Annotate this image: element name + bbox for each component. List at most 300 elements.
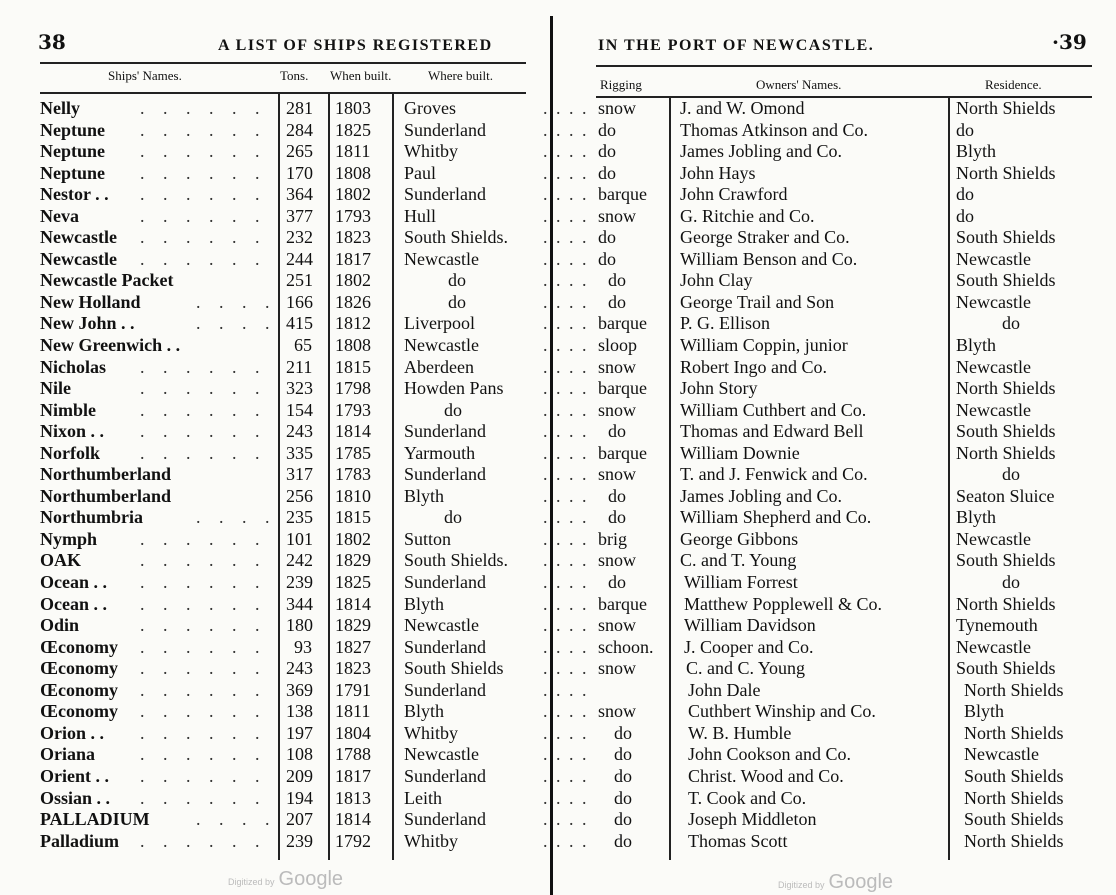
- where-built: Newcastle: [404, 615, 479, 636]
- owner: Joseph Middleton: [688, 809, 817, 830]
- owner: William Downie: [680, 442, 800, 463]
- leader-dots: . . . . . .: [140, 162, 267, 183]
- owner: W. B. Humble: [688, 722, 792, 743]
- year-built: 1817: [335, 248, 371, 269]
- where-built: Sunderland: [404, 679, 486, 700]
- residence: Seaton Sluice: [956, 485, 1055, 506]
- leader-dots: . . . . . .: [140, 205, 267, 226]
- tons: 243: [286, 421, 313, 442]
- tons: 364: [286, 184, 313, 205]
- year-built: 1814: [335, 593, 371, 614]
- rigging: do: [614, 787, 632, 808]
- year-built: 1814: [335, 809, 371, 830]
- where-built: Blyth: [404, 485, 445, 506]
- residence: South Shields: [956, 421, 1056, 442]
- owner: William Davidson: [684, 615, 816, 636]
- ship-name: Œconomy: [40, 658, 118, 679]
- tons: 207: [286, 809, 313, 830]
- owner: T. and J. Fenwick and Co.: [680, 464, 868, 485]
- table-row: [0, 378, 1116, 400]
- tons: 239: [286, 572, 313, 593]
- table-row: [0, 831, 1116, 853]
- residence: Newcastle: [956, 291, 1031, 312]
- leader-dots: . . . .: [543, 701, 589, 722]
- residence: North Shields: [964, 787, 1064, 808]
- owner: Robert Ingo and Co.: [680, 356, 827, 377]
- tons: 239: [286, 830, 313, 851]
- residence: Blyth: [956, 507, 997, 528]
- ship-name: Œconomy: [40, 701, 118, 722]
- rigging: do: [614, 765, 632, 786]
- leader-dots: . . . . . .: [140, 615, 267, 636]
- leader-dots: . . . .: [543, 270, 589, 291]
- leader-dots: . . . .: [543, 636, 589, 657]
- leader-dots: . . . .: [543, 507, 589, 528]
- table-row: [0, 809, 1116, 831]
- where-built: Sunderland: [404, 809, 486, 830]
- residence: Newcastle: [956, 356, 1031, 377]
- residence: do: [956, 205, 974, 226]
- rigging: do: [598, 141, 616, 162]
- leader-dots: . . . .: [543, 119, 589, 140]
- rigging: snow: [598, 205, 637, 226]
- owner: T. Cook and Co.: [688, 787, 807, 808]
- year-built: 1826: [335, 291, 371, 312]
- owner: P. G. Ellison: [680, 313, 771, 334]
- leader-dots: . . . .: [543, 162, 589, 183]
- rigging: brig: [598, 528, 627, 549]
- table-row: [0, 701, 1116, 723]
- leader-dots: . . . . . .: [140, 356, 267, 377]
- header-where-built: Where built.: [428, 68, 493, 83]
- leader-dots: . . . .: [543, 141, 589, 162]
- rigging: do: [614, 809, 632, 830]
- rigging: do: [598, 119, 616, 140]
- table-row: [0, 529, 1116, 551]
- where-built: Aberdeen: [404, 356, 474, 377]
- table-row: [0, 120, 1116, 142]
- tons: 323: [286, 378, 313, 399]
- tons: 232: [286, 227, 313, 248]
- leader-dots: . . . . . .: [140, 744, 267, 765]
- year-built: 1829: [335, 550, 371, 571]
- tons: 369: [286, 679, 313, 700]
- year-built: 1815: [335, 507, 371, 528]
- where-built: do: [448, 270, 466, 291]
- rigging: barque: [598, 593, 647, 614]
- header-top-rule-right: [596, 65, 1092, 67]
- residence: South Shields: [964, 765, 1064, 786]
- rigging: do: [608, 485, 626, 506]
- year-built: 1808: [335, 162, 371, 183]
- leader-dots: . . . .: [543, 248, 589, 269]
- year-built: 1783: [335, 464, 371, 485]
- leader-dots: . . . .: [543, 830, 589, 851]
- leader-dots: . . . .: [196, 313, 277, 334]
- owner: G. Ritchie and Co.: [680, 205, 815, 226]
- owner: James Jobling and Co.: [680, 141, 842, 162]
- leader-dots: . . . . . .: [140, 593, 267, 614]
- ship-name: Odin: [40, 615, 80, 636]
- year-built: 1792: [335, 830, 371, 851]
- where-built: Newcastle: [404, 248, 479, 269]
- leader-dots: . . . . . .: [140, 830, 267, 851]
- where-built: Sutton: [404, 528, 452, 549]
- rigging: barque: [598, 184, 647, 205]
- leader-dots: . . . .: [196, 809, 277, 830]
- where-built: Blyth: [404, 593, 445, 614]
- rigging: snow: [598, 399, 637, 420]
- year-built: 1817: [335, 765, 371, 786]
- year-built: 1808: [335, 335, 371, 356]
- ship-name: Neptune: [40, 119, 106, 140]
- owner: John Cookson and Co.: [688, 744, 852, 765]
- owner: George Trail and Son: [680, 291, 835, 312]
- leader-dots: . . . . . .: [140, 679, 267, 700]
- residence: Tynemouth: [956, 615, 1038, 636]
- tons: 138: [286, 701, 313, 722]
- tons: 93: [294, 636, 312, 657]
- header-ships-names: Ships' Names.: [108, 68, 182, 83]
- ship-name: Neptune: [40, 141, 106, 162]
- tons: 251: [286, 270, 313, 291]
- ship-name: Neva: [40, 205, 79, 226]
- where-built: Newcastle: [404, 335, 479, 356]
- residence: do: [1002, 313, 1020, 334]
- rigging: do: [608, 572, 626, 593]
- leader-dots: . . . .: [543, 313, 589, 334]
- rigging: sloop: [598, 335, 638, 356]
- leader-dots: . . . .: [196, 507, 277, 528]
- leader-dots: . . . . . .: [140, 528, 267, 549]
- year-built: 1802: [335, 528, 371, 549]
- rigging: snow: [598, 98, 637, 118]
- rigging: do: [598, 162, 616, 183]
- header-residence: Residence.: [985, 77, 1042, 92]
- owner: William Benson and Co.: [680, 248, 858, 269]
- rigging: snow: [598, 550, 637, 571]
- owner: James Jobling and Co.: [680, 485, 842, 506]
- tons: 166: [286, 291, 313, 312]
- leader-dots: . . . .: [543, 335, 589, 356]
- year-built: 1810: [335, 485, 371, 506]
- where-built: Hull: [404, 205, 437, 226]
- year-built: 1804: [335, 722, 371, 743]
- table-row: [0, 227, 1116, 249]
- year-built: 1811: [335, 141, 371, 162]
- leader-dots: . . . . . .: [140, 227, 267, 248]
- where-built: Whitby: [404, 141, 458, 162]
- leader-dots: . . . .: [543, 291, 589, 312]
- year-built: 1815: [335, 356, 371, 377]
- year-built: 1825: [335, 572, 371, 593]
- leader-dots: . . . . . .: [140, 141, 267, 162]
- tons: 211: [286, 356, 313, 377]
- leader-dots: . . . . . .: [140, 636, 267, 657]
- leader-dots: . . . .: [196, 291, 277, 312]
- tons: 284: [286, 119, 313, 140]
- leader-dots: . . . . . .: [140, 658, 267, 679]
- rigging: do: [614, 722, 632, 743]
- rigging: snow: [598, 701, 637, 722]
- left-page-number: 38: [38, 30, 66, 54]
- year-built: 1802: [335, 184, 371, 205]
- rigging: do: [608, 421, 626, 442]
- where-built: Groves: [404, 98, 456, 118]
- rigging: barque: [598, 442, 647, 463]
- residence: do: [1002, 572, 1020, 593]
- residence: North Shields: [956, 593, 1056, 614]
- residence: South Shields: [956, 658, 1056, 679]
- table-row: [0, 249, 1116, 271]
- tons: 170: [286, 162, 313, 183]
- where-built: Sunderland: [404, 464, 486, 485]
- watermark-prefix: Digitized by: [228, 877, 275, 887]
- leader-dots: . . . .: [543, 658, 589, 679]
- year-built: 1823: [335, 227, 371, 248]
- where-built: Whitby: [404, 722, 458, 743]
- leader-dots: . . . . . .: [140, 421, 267, 442]
- where-built: Whitby: [404, 830, 458, 851]
- leader-dots: . . . . . .: [140, 765, 267, 786]
- owner: Christ. Wood and Co.: [688, 765, 844, 786]
- residence: South Shields: [956, 550, 1056, 571]
- table-row: [0, 184, 1116, 206]
- ship-name: Northumbria: [40, 507, 143, 528]
- left-page-title: A LIST OF SHIPS REGISTERED: [218, 37, 493, 54]
- table-row: [0, 766, 1116, 788]
- leader-dots: . . . .: [543, 378, 589, 399]
- where-built: do: [444, 507, 462, 528]
- year-built: 1812: [335, 313, 371, 334]
- ship-name: New Greenwich . .: [40, 335, 181, 356]
- tons: 415: [286, 313, 313, 334]
- ship-name: Œconomy: [40, 636, 118, 657]
- owner: C. and C. Young: [686, 658, 806, 679]
- table-row: [0, 615, 1116, 637]
- residence: do: [956, 119, 974, 140]
- tons: 65: [294, 335, 312, 356]
- residence: North Shields: [964, 830, 1064, 851]
- owner: J. and W. Omond: [680, 98, 805, 118]
- ship-name: Oriana: [40, 744, 96, 765]
- where-built: Sunderland: [404, 421, 486, 442]
- ship-name: Palladium: [40, 830, 120, 851]
- rigging: schoon.: [598, 636, 654, 657]
- year-built: 1813: [335, 787, 371, 808]
- rigging: do: [598, 227, 616, 248]
- table-row: [0, 788, 1116, 810]
- header-tons: Tons.: [280, 68, 309, 83]
- rigging: snow: [598, 464, 637, 485]
- owner: John Crawford: [680, 184, 788, 205]
- leader-dots: . . . .: [543, 98, 589, 118]
- tons: 194: [286, 787, 313, 808]
- tons: 180: [286, 615, 313, 636]
- tons: 209: [286, 765, 313, 786]
- leader-dots: . . . . . .: [140, 550, 267, 571]
- table-row: [0, 163, 1116, 185]
- owner: Cuthbert Winship and Co.: [688, 701, 876, 722]
- leader-dots: . . . .: [543, 464, 589, 485]
- residence: North Shields: [964, 679, 1064, 700]
- residence: Blyth: [964, 701, 1005, 722]
- leader-dots: . . . .: [543, 485, 589, 506]
- ship-name: Nile: [40, 378, 71, 399]
- header-when-built: When built.: [330, 68, 392, 83]
- ship-register-table: [0, 98, 1116, 852]
- owner: Matthew Popplewell & Co.: [684, 593, 882, 614]
- leader-dots: . . . .: [543, 787, 589, 808]
- leader-dots: . . . . . .: [140, 399, 267, 420]
- table-row: [0, 658, 1116, 680]
- rigging: do: [614, 744, 632, 765]
- ship-name: New Holland: [40, 291, 141, 312]
- table-row: [0, 400, 1116, 422]
- tons: 256: [286, 485, 313, 506]
- tons: 101: [286, 528, 313, 549]
- tons: 281: [286, 98, 313, 118]
- leader-dots: . . . .: [543, 528, 589, 549]
- tons: 265: [286, 141, 313, 162]
- tons: 108: [286, 744, 313, 765]
- leader-dots: . . . .: [543, 722, 589, 743]
- table-row: [0, 270, 1116, 292]
- leader-dots: . . . .: [543, 356, 589, 377]
- residence: North Shields: [964, 722, 1064, 743]
- header-owners-names: Owners' Names.: [756, 77, 842, 92]
- table-row: [0, 98, 1116, 120]
- owner: John Clay: [680, 270, 753, 291]
- table-row: [0, 335, 1116, 357]
- ship-name: Nixon . .: [40, 421, 105, 442]
- residence: Blyth: [956, 335, 997, 356]
- ship-name: Northumberland: [40, 464, 172, 485]
- ship-name: Newcastle: [40, 227, 117, 248]
- leader-dots: . . . .: [543, 227, 589, 248]
- leader-dots: . . . .: [543, 550, 589, 571]
- year-built: 1814: [335, 421, 371, 442]
- ship-name: Nymph: [40, 528, 98, 549]
- where-built: South Shields: [404, 658, 504, 679]
- table-row: [0, 292, 1116, 314]
- leader-dots: . . . .: [543, 679, 589, 700]
- leader-dots: . . . . . .: [140, 787, 267, 808]
- leader-dots: . . . .: [543, 442, 589, 463]
- owner: John Story: [680, 378, 758, 399]
- owner: John Hays: [680, 162, 756, 183]
- owner: William Coppin, junior: [680, 335, 848, 356]
- where-built: Sunderland: [404, 636, 486, 657]
- leader-dots: . . . . . .: [140, 248, 267, 269]
- right-page-title: IN THE PORT OF NEWCASTLE.: [598, 37, 875, 54]
- residence: Newcastle: [956, 248, 1031, 269]
- leader-dots: . . . . . .: [140, 378, 267, 399]
- year-built: 1803: [335, 98, 371, 118]
- rigging: do: [608, 270, 626, 291]
- residence: Newcastle: [956, 636, 1031, 657]
- leader-dots: . . . .: [543, 765, 589, 786]
- year-built: 1791: [335, 679, 371, 700]
- residence: South Shields: [964, 809, 1064, 830]
- residence: North Shields: [956, 378, 1056, 399]
- leader-dots: . . . .: [543, 399, 589, 420]
- owner: George Gibbons: [680, 528, 799, 549]
- ship-name: Nicholas: [40, 356, 107, 377]
- rigging: do: [598, 248, 616, 269]
- ship-name: Northumberland: [40, 485, 172, 506]
- ship-name: PALLADIUM: [40, 809, 150, 830]
- residence: North Shields: [956, 98, 1056, 118]
- residence: North Shields: [956, 442, 1056, 463]
- ship-name: Newcastle: [40, 248, 117, 269]
- leader-dots: . . . .: [543, 184, 589, 205]
- ship-name: New John . .: [40, 313, 135, 334]
- header-rigging: Rigging: [600, 77, 642, 92]
- rigging: snow: [598, 658, 637, 679]
- leader-dots: . . . .: [543, 572, 589, 593]
- ship-name: Newcastle Packet: [40, 270, 174, 291]
- where-built: Sunderland: [404, 765, 486, 786]
- ship-name: Norfolk: [40, 442, 100, 463]
- year-built: 1793: [335, 205, 371, 226]
- leader-dots: . . . . . .: [140, 119, 267, 140]
- table-row: [0, 486, 1116, 508]
- where-built: Sunderland: [404, 184, 486, 205]
- year-built: 1829: [335, 615, 371, 636]
- tons: 197: [286, 722, 313, 743]
- table-row: [0, 723, 1116, 745]
- residence: do: [956, 184, 974, 205]
- table-row: [0, 313, 1116, 335]
- where-built: Paul: [404, 162, 437, 183]
- ship-name: Œconomy: [40, 679, 118, 700]
- owner: J. Cooper and Co.: [684, 636, 814, 657]
- ship-name: Neptune: [40, 162, 106, 183]
- owner: Thomas and Edward Bell: [680, 421, 864, 442]
- rigging: do: [614, 830, 632, 851]
- watermark-brand: Google: [828, 871, 894, 893]
- table-row: [0, 572, 1116, 594]
- owner: George Straker and Co.: [680, 227, 850, 248]
- tons: 377: [286, 205, 313, 226]
- where-built: Howden Pans: [404, 378, 504, 399]
- table-row: [0, 637, 1116, 659]
- leader-dots: . . . .: [543, 593, 589, 614]
- owner: William Forrest: [684, 572, 798, 593]
- where-built: Liverpool: [404, 313, 475, 334]
- where-built: Blyth: [404, 701, 445, 722]
- google-watermark-left: [228, 868, 343, 891]
- right-page-number: ·39: [1052, 30, 1087, 54]
- year-built: 1785: [335, 442, 371, 463]
- tons: 242: [286, 550, 313, 571]
- header-bottom-rule: [40, 92, 526, 94]
- rigging: do: [608, 507, 626, 528]
- year-built: 1798: [335, 378, 371, 399]
- owner: Thomas Scott: [688, 830, 788, 851]
- tons: 244: [286, 248, 313, 269]
- owner: John Dale: [688, 679, 761, 700]
- where-built: do: [444, 399, 462, 420]
- year-built: 1825: [335, 119, 371, 140]
- rigging: barque: [598, 313, 647, 334]
- tons: 317: [286, 464, 313, 485]
- residence: South Shields: [956, 227, 1056, 248]
- residence: Blyth: [956, 141, 997, 162]
- owner: William Shepherd and Co.: [680, 507, 872, 528]
- watermark-prefix: Digitized by: [778, 880, 825, 890]
